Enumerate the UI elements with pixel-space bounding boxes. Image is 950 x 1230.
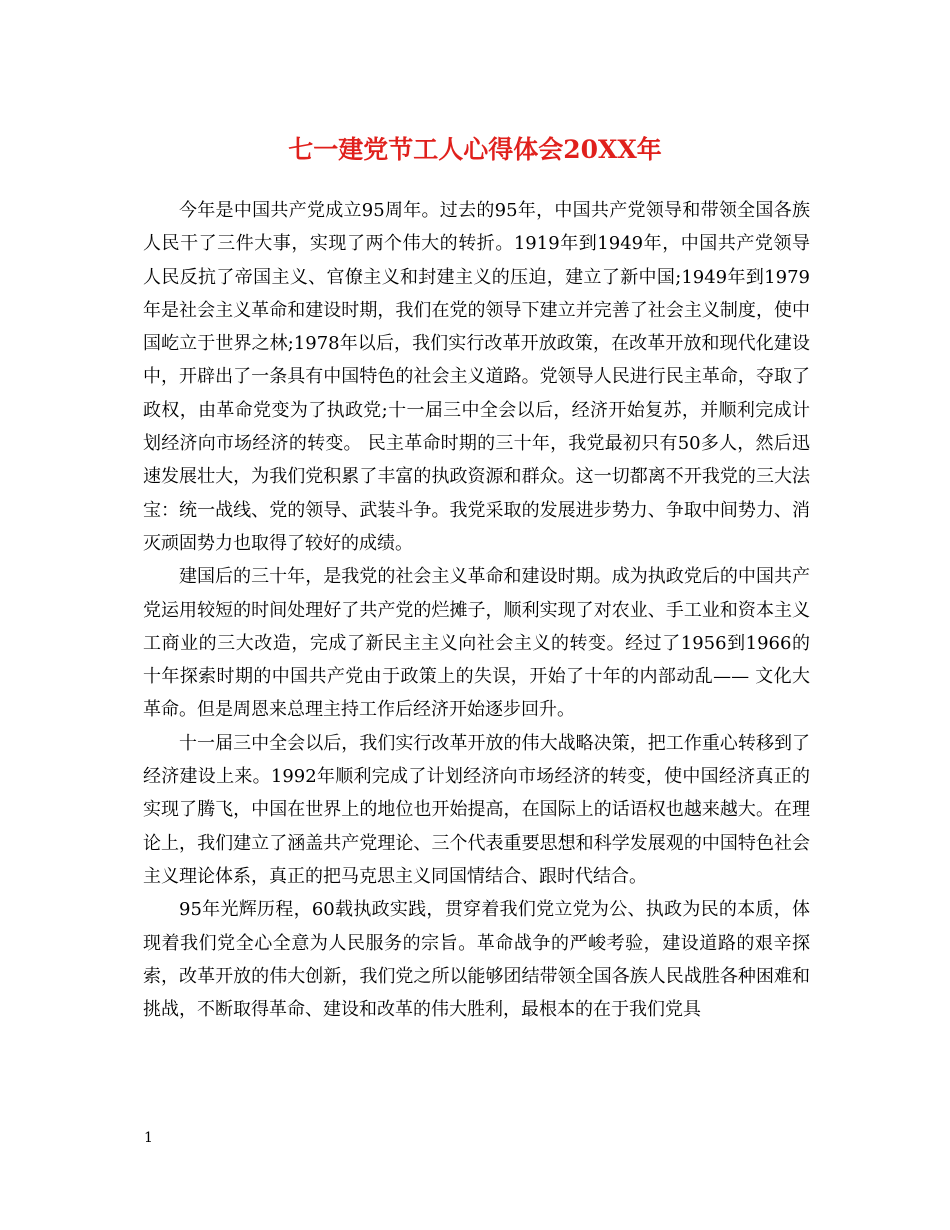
- page-number: 1: [144, 1130, 153, 1146]
- paragraph-3: 十一届三中全会以后，我们实行改革开放的伟大战略决策，把工作重心转移到了经济建设上来。1992年顺利完成了计划经济向市场经济的转变，使中国经济真正的实现了腾飞，中国在世界上的地位也开始提高，在国际上的话语权也越来越大。在理论上，我们建立了涵盖共产党理论、三个代表重要思想和科学发展观的中国特色社会主义理论体系，真正的把马克思主义同国情结合、跟时代结合。: [143, 732, 810, 887]
- document-title: 七一建党节工人心得体会20XX年: [288, 135, 662, 164]
- document-body: [143, 194, 810, 1026]
- paragraph-2: 建国后的三十年，是我党的社会主义革命和建设时期。成为执政党后的中国共产党运用较短的时间处理好了共产党的烂摊子，顺利实现了对农业、手工业和资本主义工商业的三大改造，完成了新民主主义向社会主义的转变。经过了1956到1966的十年探索时期的中国共产党由于政策上的失误，开始了十年的内部动乱—— 文化大革命。但是周恩来总理主持工作后经济开始逐步回升。: [143, 566, 810, 721]
- paragraph-4: 95年光辉历程，60载执政实践，贯穿着我们党立党为公、执政为民的本质，体现着我们党全心全意为人民服务的宗旨。革命战争的严峻考验，建设道路的艰辛探索，改革开放的伟大创新，我们党之所以能够团结带领全国各族人民战胜各种困难和挑战，不断取得革命、建设和改革的伟大胜利，最根本的在于我们党具: [143, 899, 810, 1021]
- paragraph-1: 今年是中国共产党成立95周年。过去的95年，中国共产党领导和带领全国各族人民干了三件大事，实现了两个伟大的转折。1919年到1949年，中国共产党领导人民反抗了帝国主义、官僚主义和封建主义的压迫，建立了新中国;1949年到1979年是社会主义革命和建设时期，我们在党的领导下建立并完善了社会主义制度，使中国屹立于世界之林;1978年以后，我们实行改革开放政策，在改革开放和现代化建设中，开辟出了一条具有中国特色的社会主义道路。党领导人民进行民主革命，夺取了政权，由革命党变为了执政党;十一届三中全会以后，经济开始复苏，并顺利完成计划经济向市场经济的转变。 民主革命时期的三十年，我党最初只有50多人，然后迅速发展壮大，为我们党积累了丰富的执政资源和群众。这一切都离不开我党的三大法宝：统一战线、党的领导、武装斗争。我党采取的发展进步势力、争取中间势力、消灭顽固势力也取得了较好的成绩。: [143, 200, 810, 554]
